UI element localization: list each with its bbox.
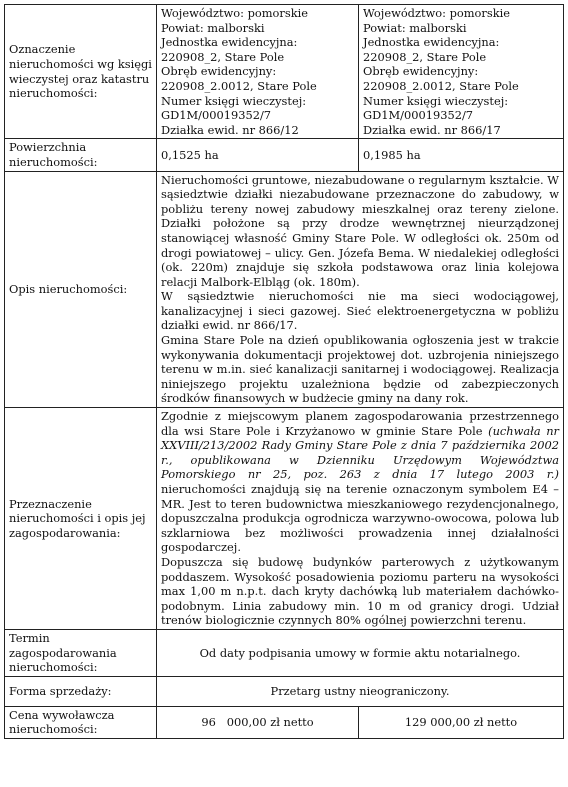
opis-paragraph: Nieruchomości gruntowe, niezabudowane o regularnym kształcie. W sąsiedztwie działki niezabudowane przeznaczone do zabudowy, w pobliżu tereny nowej zabudowy mieszkalnej oraz tereny zielone. Działki położone są przy drodze wewnętrznej nieurządzonej stanowiącej własność Gminy Stare Pole. W odległości ok. 250m od drogi powiatowej – ulicy. Gen. Józefa Bema. W niedalekiej odległości (ok. 220m) znajduje się szkoła podstawowa oraz linia kolejowa relacji Malbork-Elbląg (ok. 180m). [161,172,559,289]
opis-paragraph: W sąsiedztwie nieruchomości nie ma sieci wodociągowej, kanalizacyjnej i sieci gazowej. Sieć elektroenergetyczna w pobliżu działki ewid. nr 866/17. [161,289,559,333]
row-forma [5,676,564,706]
oznaczenie-col2 [359,5,564,139]
przeznaczenie-p1-start: Zgodnie z miejscowym planem zagospodarowania przestrzennego dla wsi Stare Pole i Krzyżanowo w gminie Stare Pole [161,409,559,438]
label-opis: Opis nieruchomości: [5,171,157,408]
oznaczenie-col2-line: 220908_2, Stare Pole [363,49,487,64]
opis-paragraph: Gmina Stare Pole na dzień opublikowania ogłoszenia jest w trakcie wykonywania dokumentacji projektowej dot. uzbrojenia niniejszego terenu w m.in. sieć kanalizacji sanitarnej i wodociągowej. Realizacja niniejszego projektu uzależniona będzie od zabezpieczonych środków finansowych w budżecie gminy na dany rok. [161,333,559,406]
label-termin: Termin zagospodarowania nieruchomości: [5,629,157,676]
oznaczenie-col2-line: GD1M/00019352/7 [363,108,474,123]
oznaczenie-col2-line: Numer księgi wieczystej: [363,93,509,108]
oznaczenie-col2-line: Województwo: pomorskie [363,6,510,20]
label-forma: Forma sprzedaży: [5,676,157,706]
row-przeznaczenie [5,408,564,630]
property-table [4,4,564,739]
przeznaczenie-p1-end: nieruchomości znajdują się na terenie oznaczonym symbolem E4 – MR. Jest to teren budownictwa mieszkaniowego rezydencjonalnego, dopuszczalna produkcja ogrodnicza warzywno-owocowa, polowa lub szklarniowa bez możliwości prowadzenia innej działalności gospodarczej. [161,482,559,555]
row-powierzchnia [5,139,564,171]
oznaczenie-col1-line: Działka ewid. nr 866/12 [161,122,299,137]
cena-col1 [157,706,359,738]
oznaczenie-col1-line: 220908_2, Stare Pole [161,49,285,64]
cena-col1-value: 96 000,00 zł netto [201,715,314,730]
termin-value: Od daty podpisania umowy w formie aktu notarialnego. [157,629,564,676]
powierzchnia-col1: 0,1525 ha [157,139,359,171]
label-cena: Cena wywoławcza nieruchomości: [5,706,157,738]
oznaczenie-col2-line: 220908_2.0012, Stare Pole [363,78,519,93]
oznaczenie-col1-line: 220908_2.0012, Stare Pole [161,78,317,93]
opis-text [157,171,564,408]
oznaczenie-col2-line: Powiat: malborski [363,20,467,35]
przeznaczenie-paragraph: Dopuszcza się budowę budynków parterowych z użytkowanym poddaszem. Wysokość posadowienia poziomu parteru na wysokości max 1,00 m n.p.t. dach kryty dachówką lub materiałem dachówko-podobnym. Linia zabudowy min. 10 m od granicy drogi. Udział trenów biologicznie czynnych 80% ogólnej powierzchni terenu. [161,554,559,628]
label-powierzchnia: Powierzchnia nieruchomości: [5,139,157,171]
przeznaczenie-p1-resolution: (uchwała nr XXVIII/213/2002 Rady Gminy Stare Pole z dnia 7 października 2002 r., opublikowana w Dzienniku Urzędowym Województwa Pomorskiego nr 25, poz. 263 z dnia 17 lutego 2003 r.) [161,423,559,482]
oznaczenie-col2-line: Obręb ewidencyjny: [363,64,479,79]
row-oznaczenie [5,5,564,139]
oznaczenie-col1-line: Jednostka ewidencyjna: [161,35,298,50]
row-termin [5,629,564,676]
oznaczenie-col1-line: Województwo: pomorskie [161,6,308,20]
row-opis [5,171,564,408]
oznaczenie-col1 [157,5,359,139]
row-cena [5,706,564,738]
label-oznaczenie: Oznaczenie nieruchomości wg księgi wieczystej oraz katastru nieruchomości: [5,5,157,139]
label-przeznaczenie: Przeznaczenie nieruchomości i opis jej zagospodarowania: [5,408,157,630]
powierzchnia-col2: 0,1985 ha [359,139,564,171]
przeznaczenie-paragraph [161,409,559,555]
oznaczenie-col1-line: Obręb ewidencyjny: [161,64,277,79]
oznaczenie-col1-line: GD1M/00019352/7 [161,108,272,123]
oznaczenie-col2-line: Działka ewid. nr 866/17 [363,122,501,137]
przeznaczenie-text [157,408,564,630]
cena-col2: 129 000,00 zł netto [359,706,564,738]
oznaczenie-col2-line: Jednostka ewidencyjna: [363,35,500,50]
oznaczenie-col1-line: Numer księgi wieczystej: [161,93,307,108]
oznaczenie-col1-line: Powiat: malborski [161,20,265,35]
forma-value: Przetarg ustny nieograniczony. [157,676,564,706]
